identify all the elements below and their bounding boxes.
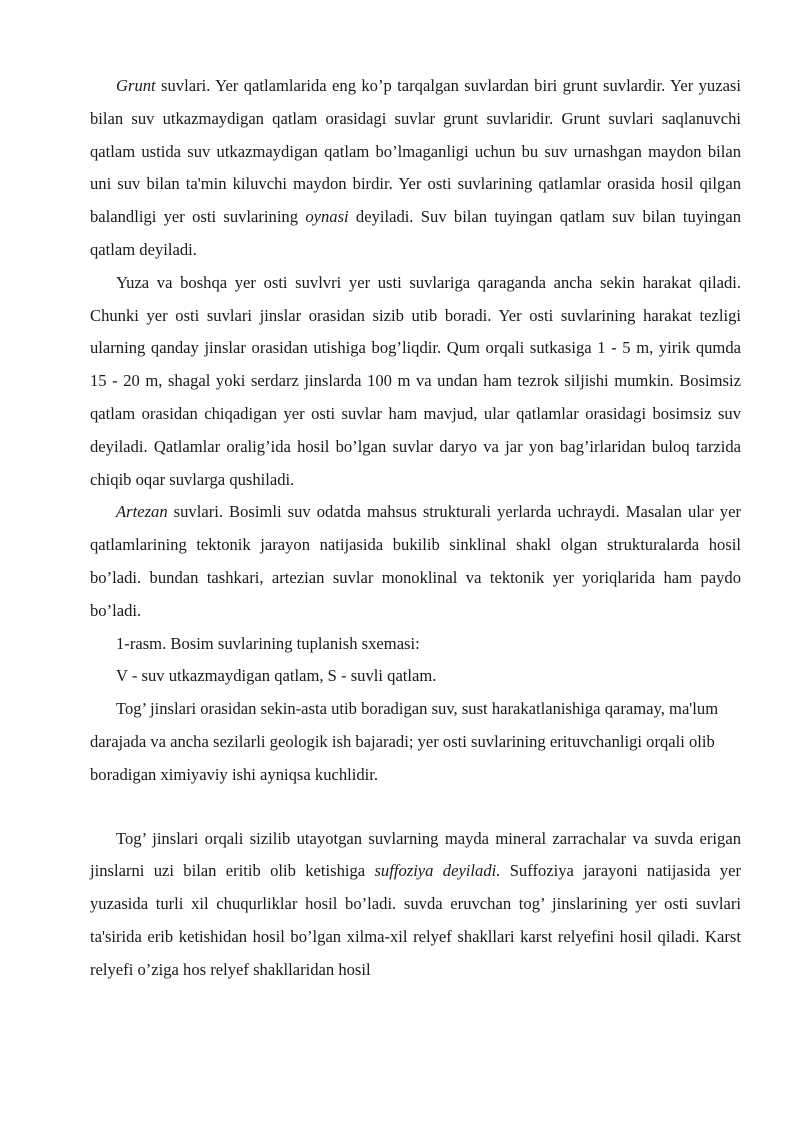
term-oynasi: oynasi — [305, 207, 349, 227]
term-artezan: Artezan — [116, 502, 168, 522]
paragraph-text: suvlari. Bosimli suv odatda mahsus strukturali yerlarda uchraydi. Masalan ular yer qatlamlarining tektonik jarayon natijasida bukilib sinklinal shakl olgan strukturalarda hosil bo’ladi. bundan tashkari, artezian suvlar monoklinal va tektonik yer yoriqlarida ham paydo bo’ladi. — [90, 502, 741, 620]
paragraph-text: deyiladi. Suv bilan tuyingan qatlam suv bilan tuyingan qatlam deyiladi. — [90, 207, 741, 259]
term-suffoziya: suffoziya deyiladi. — [374, 861, 501, 881]
caption-text: 1-rasm. Bosim suvlarining tuplanish sxemasi: — [116, 633, 420, 653]
paragraph-tog-jinslari-1 — [90, 693, 741, 791]
figure-caption — [90, 628, 741, 661]
paragraph-text: suvlari. Yer qatlamlarida eng ko’p tarqalgan suvlardan biri grunt suvlardir. Yer yuzasi bilan suv utkazmaydigan qatlam orasidagi suvlar grunt suvlaridir. Grunt suvlari saqlanuvchi qatlam ustida suv utkazmaydigan qatlam bo’lmaganligi uchun bu suv urnashgan maydon bilan uni suv bilan ta'min kiluvchi maydon birdir. Yer osti suvlarining qatlamlar orasida hosil qilgan balandligi yer osti suvlarining — [90, 76, 741, 227]
paragraph-yuza — [90, 267, 741, 497]
paragraph-artezan — [90, 496, 741, 627]
document-page — [90, 70, 741, 987]
paragraph-text: Suffoziya jarayoni natijasida yer yuzasida turli xil chuqurliklar hosil bo’ladi. suvda eruvchan tog’ jinslarining yer osti suvlari ta'sirida erib ketishidan hosil bo’lgan xilma-xil relyef shakllari karst relyefini hosil qiladi. Karst relyefi o’ziga hos relyef shakllaridan hosil — [90, 861, 741, 979]
paragraph-spacer — [90, 792, 741, 823]
paragraph-text: Tog’ jinslari orqali sizilib utayotgan suvlarning mayda mineral zarrachalar va suvda erigan jinslarni uzi bilan eritib olib ketishiga — [90, 828, 741, 881]
paragraph-grunt — [90, 70, 741, 267]
figure-legend — [90, 660, 741, 693]
paragraph-text: Tog’ jinslari orasidan sekin-asta utib boradigan suv, sust harakatlanishiga qaramay, ma'lum darajada va ancha sezilarli geologik ish bajaradi; yer osti suvlarining erituvchanligi orqali olib boradigan ximiyaviy ishi ayniqsa kuchlidir. — [90, 699, 719, 784]
paragraph-tog-jinslari-2 — [90, 823, 741, 987]
paragraph-text: Yuza va boshqa yer osti suvlvri yer usti suvlariga qaraganda ancha sekin harakat qiladi. Chunki yer osti suvlari jinslar orasidan sizib utib boradi. Yer osti suvlarining harakat tezligi ularning qanday jinslar orasidan utishiga bog’liqdir. Qum orqali sutkasiga 1 - 5 m, yirik qumda 15 - 20 m, shagal yoki serdarz jinslarda 100 m va undan ham tezrok siljishi mumkin. Bosimsiz qatlam orasidan chiqadigan yer osti suvlar ham mavjud, ular qatlamlar orasidagi bosimsiz suv deyiladi. Qatlamlar oralig’ida hosil bo’lgan suvlar daryo va jar yon bag’irlaridan buloq tarzida chiqib oqar suvlarga qushiladi. — [90, 272, 741, 489]
term-grunt: Grunt — [116, 76, 156, 95]
legend-text: V - suv utkazmaydigan qatlam, S - suvli qatlam. — [116, 666, 437, 686]
